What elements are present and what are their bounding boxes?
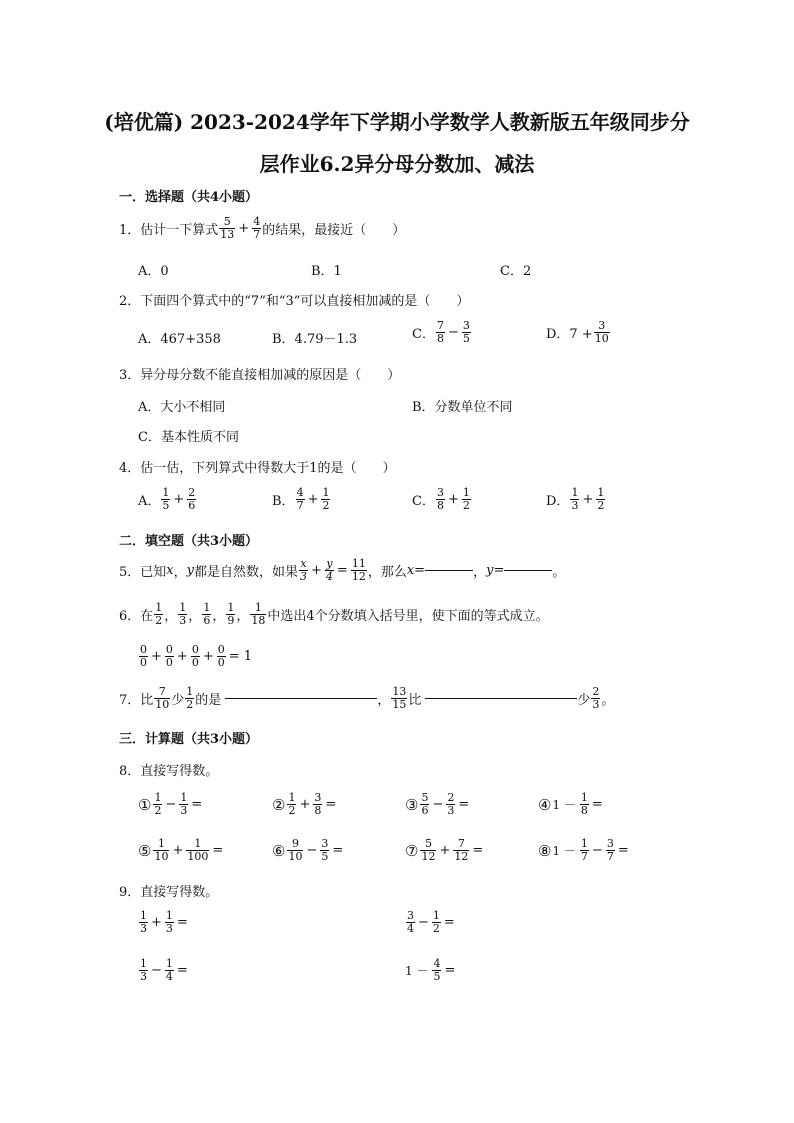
question-9: 9．直接写得数。 [119, 885, 219, 900]
q4-option-d: D． $\frac{1}{3}$ + $\frac{1}{2}$ [546, 486, 605, 512]
section-calc-heading: 三．计算题（共3小题） [119, 732, 259, 747]
q8-item-6: ⑥ $\frac{9}{10}$ − $\frac{3}{5}$ = [272, 837, 344, 863]
q4-option-b: B． $\frac{4}{7}$ + $\frac{1}{2}$ [272, 486, 330, 512]
q9-item-3: $\frac{1}{3}$ − $\frac{1}{4}$ = [140, 957, 188, 983]
q4-option-a: A． $\frac{1}{5}$ + $\frac{2}{6}$ [138, 486, 196, 512]
q2-option-c: C． $\frac{7}{8}$ − $\frac{3}{5}$ [412, 319, 470, 345]
q8-item-3: ③ $\frac{5}{6}$ − $\frac{2}{3}$ = [405, 791, 470, 817]
q6-box-1[interactable]: $\frac{0}{0}$ [140, 643, 147, 669]
q2-option-d: D．7 + $\frac{3}{10}$ [546, 319, 609, 345]
q1-option-b: B．1 [311, 264, 342, 279]
question-3: 3．异分母分数不能直接相加减的原因是（ ） [119, 368, 401, 383]
title-line-2: 层作业6.2异分母分数加、减法 [259, 152, 535, 176]
q8-item-5: ⑤ $\frac{1}{10}$ + $\frac{1}{100}$ = [138, 837, 224, 863]
q1-fraction-1: $\frac{5}{13}$ [220, 215, 235, 241]
q1-option-c: C．2 [500, 264, 532, 279]
q8-item-7: ⑦ $\frac{5}{12}$ + $\frac{7}{12}$ = [405, 837, 484, 863]
question-7: 7．比 $\frac{7}{10}$ 少 $\frac{1}{2}$ 的是 ， $\frac{13}{15}$ 比 少 $\frac{2}{3}$ 。 [119, 685, 615, 711]
q8-item-8: ⑧ 1 － $\frac{1}{7}$ − $\frac{3}{7}$ = [538, 837, 629, 863]
q1-operator: + [238, 221, 250, 236]
question-8: 8．直接写得数。 [119, 764, 219, 779]
q8-item-1: ① $\frac{1}{2}$ − $\frac{1}{3}$ = [138, 791, 203, 817]
q2-d-fraction: $\frac{3}{10}$ [594, 319, 609, 345]
question-2: 2．下面四个算式中的“7”和“3”可以直接相加减的是（ ） [119, 294, 470, 309]
q3-option-c: C．基本性质不同 [138, 430, 239, 445]
question-1 [119, 216, 405, 241]
q3-option-b: B．分数单位不同 [412, 400, 513, 415]
q6-box-4[interactable]: $\frac{0}{0}$ [217, 643, 225, 669]
q1-fraction-2: $\frac{4}{7}$ [253, 215, 261, 241]
question-6: 6．在 $\frac{1}{2}$ ， $\frac{1}{3}$ ， $\frac{1}{6}$ ， $\frac{1}{9}$ ， $\frac{1}{18}$ 中选出4个分数填入括号里，使下面的等式成立。 [119, 601, 549, 627]
q2-option-a: A．467+358 [138, 332, 221, 347]
q9-item-4: 1 － $\frac{4}{5}$ = [405, 957, 456, 983]
q2-option-b: B．4.79－1.3 [272, 332, 358, 347]
q1-stem-end: 的结果，最接近（ ） [262, 223, 406, 238]
q9-item-1: $\frac{1}{3}$ + $\frac{1}{3}$ = [140, 909, 188, 935]
q5-answer-y-blank[interactable] [504, 570, 552, 571]
q6-box-3[interactable]: $\frac{0}{0}$ [191, 643, 199, 669]
q8-item-2: ② $\frac{1}{2}$ + $\frac{3}{8}$ = [272, 791, 337, 817]
q1-option-a: A．0 [138, 264, 169, 279]
section-choice-heading: 一．选择题（共4小题） [119, 190, 259, 205]
q5-answer-x-blank[interactable] [425, 570, 473, 571]
q9-item-2: $\frac{3}{4}$ − $\frac{1}{2}$ = [407, 909, 455, 935]
section-fill-heading: 二．填空题（共3小题） [119, 534, 259, 549]
title-line-1: (培优篇) 2023-2024学年下学期小学数学人教新版五年级同步分 [104, 110, 690, 134]
q2-c-fraction-1: $\frac{7}{8}$ [436, 319, 444, 345]
question-4: 4．估一估，下列算式中得数大于1的是（ ） [119, 461, 396, 476]
q3-option-a: A．大小不相同 [138, 400, 226, 415]
q7-answer-blank-1[interactable] [225, 698, 377, 699]
q6-box-2[interactable]: $\frac{0}{0}$ [165, 643, 173, 669]
q8-item-4: ④ 1 － $\frac{1}{8}$ = [538, 791, 603, 817]
q4-option-c: C． $\frac{3}{8}$ + $\frac{1}{2}$ [412, 486, 470, 512]
q1-stem-start: 1．估计一下算式 [119, 223, 219, 238]
question-5: 5．已知 x ， y 都是自然数，如果 $\frac{x}{3}$ + $\frac{y}{4}$ = $\frac{11}{12}$ ，那么 x= ， y= 。 [119, 557, 566, 583]
q7-answer-blank-2[interactable] [425, 698, 577, 699]
q6-equation: $\frac{0}{0}$ + $\frac{0}{0}$ + $\frac{0}{0}$ + $\frac{0}{0}$ = 1 [140, 643, 253, 669]
q2-c-fraction-2: $\frac{3}{5}$ [462, 319, 470, 345]
